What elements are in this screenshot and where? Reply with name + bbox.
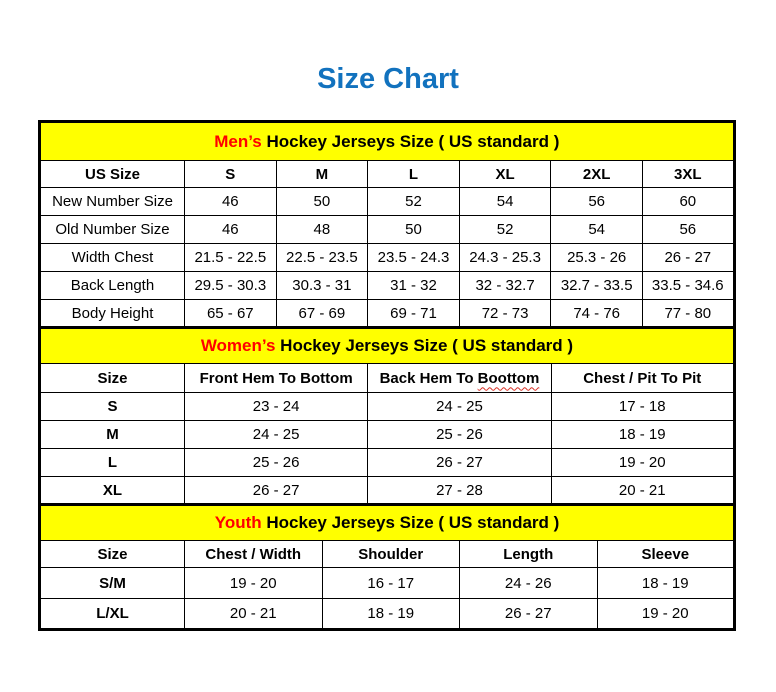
value-cell: 72 - 73 xyxy=(459,300,551,328)
value-cell: 18 - 19 xyxy=(597,568,735,599)
value-cell: 25 - 26 xyxy=(368,421,551,449)
header-cell: Sleeve xyxy=(597,541,735,568)
row-label-cell: S/M xyxy=(40,568,185,599)
value-cell: 30.3 - 31 xyxy=(276,272,368,300)
value-cell: 56 xyxy=(642,216,734,244)
header-cell: Chest / Pit To Pit xyxy=(551,364,734,393)
table-row xyxy=(40,216,735,244)
row-label-cell: Back Length xyxy=(40,272,185,300)
back-hem-prefix: Back Hem To xyxy=(379,369,478,387)
table-row xyxy=(40,599,735,630)
back-hem-misspelled-word: Boottom xyxy=(477,369,540,387)
mens-title-rest: Hockey Jerseys Size ( US standard ) xyxy=(261,131,560,151)
womens-table-title-band xyxy=(40,328,735,364)
value-cell: 20 - 21 xyxy=(185,599,323,630)
value-cell: 26 - 27 xyxy=(185,477,368,505)
value-cell: 19 - 20 xyxy=(551,449,734,477)
value-cell: 18 - 19 xyxy=(551,421,734,449)
youth-header-row xyxy=(40,541,735,568)
womens-table-title xyxy=(40,328,735,364)
row-label-cell: L xyxy=(40,449,185,477)
header-cell xyxy=(368,364,551,393)
table-row xyxy=(40,393,735,421)
youth-title-accent: Youth xyxy=(214,513,262,532)
value-cell: 26 - 27 xyxy=(460,599,598,630)
header-cell: M xyxy=(276,161,368,188)
value-cell: 25.3 - 26 xyxy=(551,244,643,272)
value-cell: 26 - 27 xyxy=(368,449,551,477)
row-label-cell: Old Number Size xyxy=(40,216,185,244)
womens-title-accent: Women’s xyxy=(200,336,276,355)
value-cell: 23 - 24 xyxy=(185,393,368,421)
page-title: Size Chart xyxy=(317,63,459,95)
youth-size-table xyxy=(38,503,736,631)
header-cell: Chest / Width xyxy=(185,541,323,568)
value-cell: 50 xyxy=(276,188,368,216)
value-cell: 25 - 26 xyxy=(185,449,368,477)
value-cell: 17 - 18 xyxy=(551,393,734,421)
value-cell: 54 xyxy=(459,188,551,216)
value-cell: 29.5 - 30.3 xyxy=(185,272,277,300)
value-cell: 46 xyxy=(185,188,277,216)
womens-title-rest: Hockey Jerseys Size ( US standard ) xyxy=(275,336,574,355)
value-cell: 54 xyxy=(551,216,643,244)
row-label-cell: XL xyxy=(40,477,185,505)
value-cell: 18 - 19 xyxy=(322,599,460,630)
table-row xyxy=(40,244,735,272)
table-row xyxy=(40,421,735,449)
mens-table-title xyxy=(40,122,735,161)
value-cell: 21.5 - 22.5 xyxy=(185,244,277,272)
header-cell: US Size xyxy=(40,161,185,188)
value-cell: 16 - 17 xyxy=(322,568,460,599)
value-cell: 22.5 - 23.5 xyxy=(276,244,368,272)
row-label-cell: M xyxy=(40,421,185,449)
table-row xyxy=(40,568,735,599)
youth-table-title xyxy=(40,505,735,541)
header-cell: XL xyxy=(459,161,551,188)
value-cell: 60 xyxy=(642,188,734,216)
row-label-cell: Width Chest xyxy=(40,244,185,272)
row-label-cell: New Number Size xyxy=(40,188,185,216)
header-cell: 2XL xyxy=(551,161,643,188)
size-chart-tables xyxy=(38,120,733,631)
table-row xyxy=(40,449,735,477)
table-row xyxy=(40,300,735,328)
header-cell: Front Hem To Bottom xyxy=(185,364,368,393)
value-cell: 48 xyxy=(276,216,368,244)
womens-header-row xyxy=(40,364,735,393)
value-cell: 52 xyxy=(368,188,460,216)
value-cell: 67 - 69 xyxy=(276,300,368,328)
row-label-cell: S xyxy=(40,393,185,421)
mens-size-table xyxy=(38,120,736,329)
row-label-cell: Body Height xyxy=(40,300,185,328)
header-cell: Shoulder xyxy=(322,541,460,568)
value-cell: 77 - 80 xyxy=(642,300,734,328)
value-cell: 69 - 71 xyxy=(368,300,460,328)
value-cell: 27 - 28 xyxy=(368,477,551,505)
value-cell: 65 - 67 xyxy=(185,300,277,328)
value-cell: 20 - 21 xyxy=(551,477,734,505)
header-cell: Size xyxy=(40,541,185,568)
header-cell: S xyxy=(185,161,277,188)
value-cell: 52 xyxy=(459,216,551,244)
value-cell: 24 - 25 xyxy=(368,393,551,421)
youth-title-rest: Hockey Jerseys Size ( US standard ) xyxy=(261,513,560,532)
mens-table-title-band xyxy=(40,122,735,161)
header-cell: Length xyxy=(460,541,598,568)
value-cell: 32.7 - 33.5 xyxy=(551,272,643,300)
value-cell: 32 - 32.7 xyxy=(459,272,551,300)
header-cell: 3XL xyxy=(642,161,734,188)
womens-size-table xyxy=(38,326,736,506)
value-cell: 19 - 20 xyxy=(185,568,323,599)
value-cell: 31 - 32 xyxy=(368,272,460,300)
value-cell: 19 - 20 xyxy=(597,599,735,630)
mens-title-accent: Men’s xyxy=(214,131,262,151)
value-cell: 74 - 76 xyxy=(551,300,643,328)
value-cell: 24 - 25 xyxy=(185,421,368,449)
value-cell: 26 - 27 xyxy=(642,244,734,272)
header-cell: L xyxy=(368,161,460,188)
table-row xyxy=(40,272,735,300)
value-cell: 56 xyxy=(551,188,643,216)
mens-header-row xyxy=(40,161,735,188)
value-cell: 24 - 26 xyxy=(460,568,598,599)
value-cell: 50 xyxy=(368,216,460,244)
youth-table-title-band xyxy=(40,505,735,541)
header-cell: Size xyxy=(40,364,185,393)
value-cell: 33.5 - 34.6 xyxy=(642,272,734,300)
table-row xyxy=(40,477,735,505)
value-cell: 24.3 - 25.3 xyxy=(459,244,551,272)
value-cell: 46 xyxy=(185,216,277,244)
row-label-cell: L/XL xyxy=(40,599,185,630)
value-cell: 23.5 - 24.3 xyxy=(368,244,460,272)
table-row xyxy=(40,188,735,216)
